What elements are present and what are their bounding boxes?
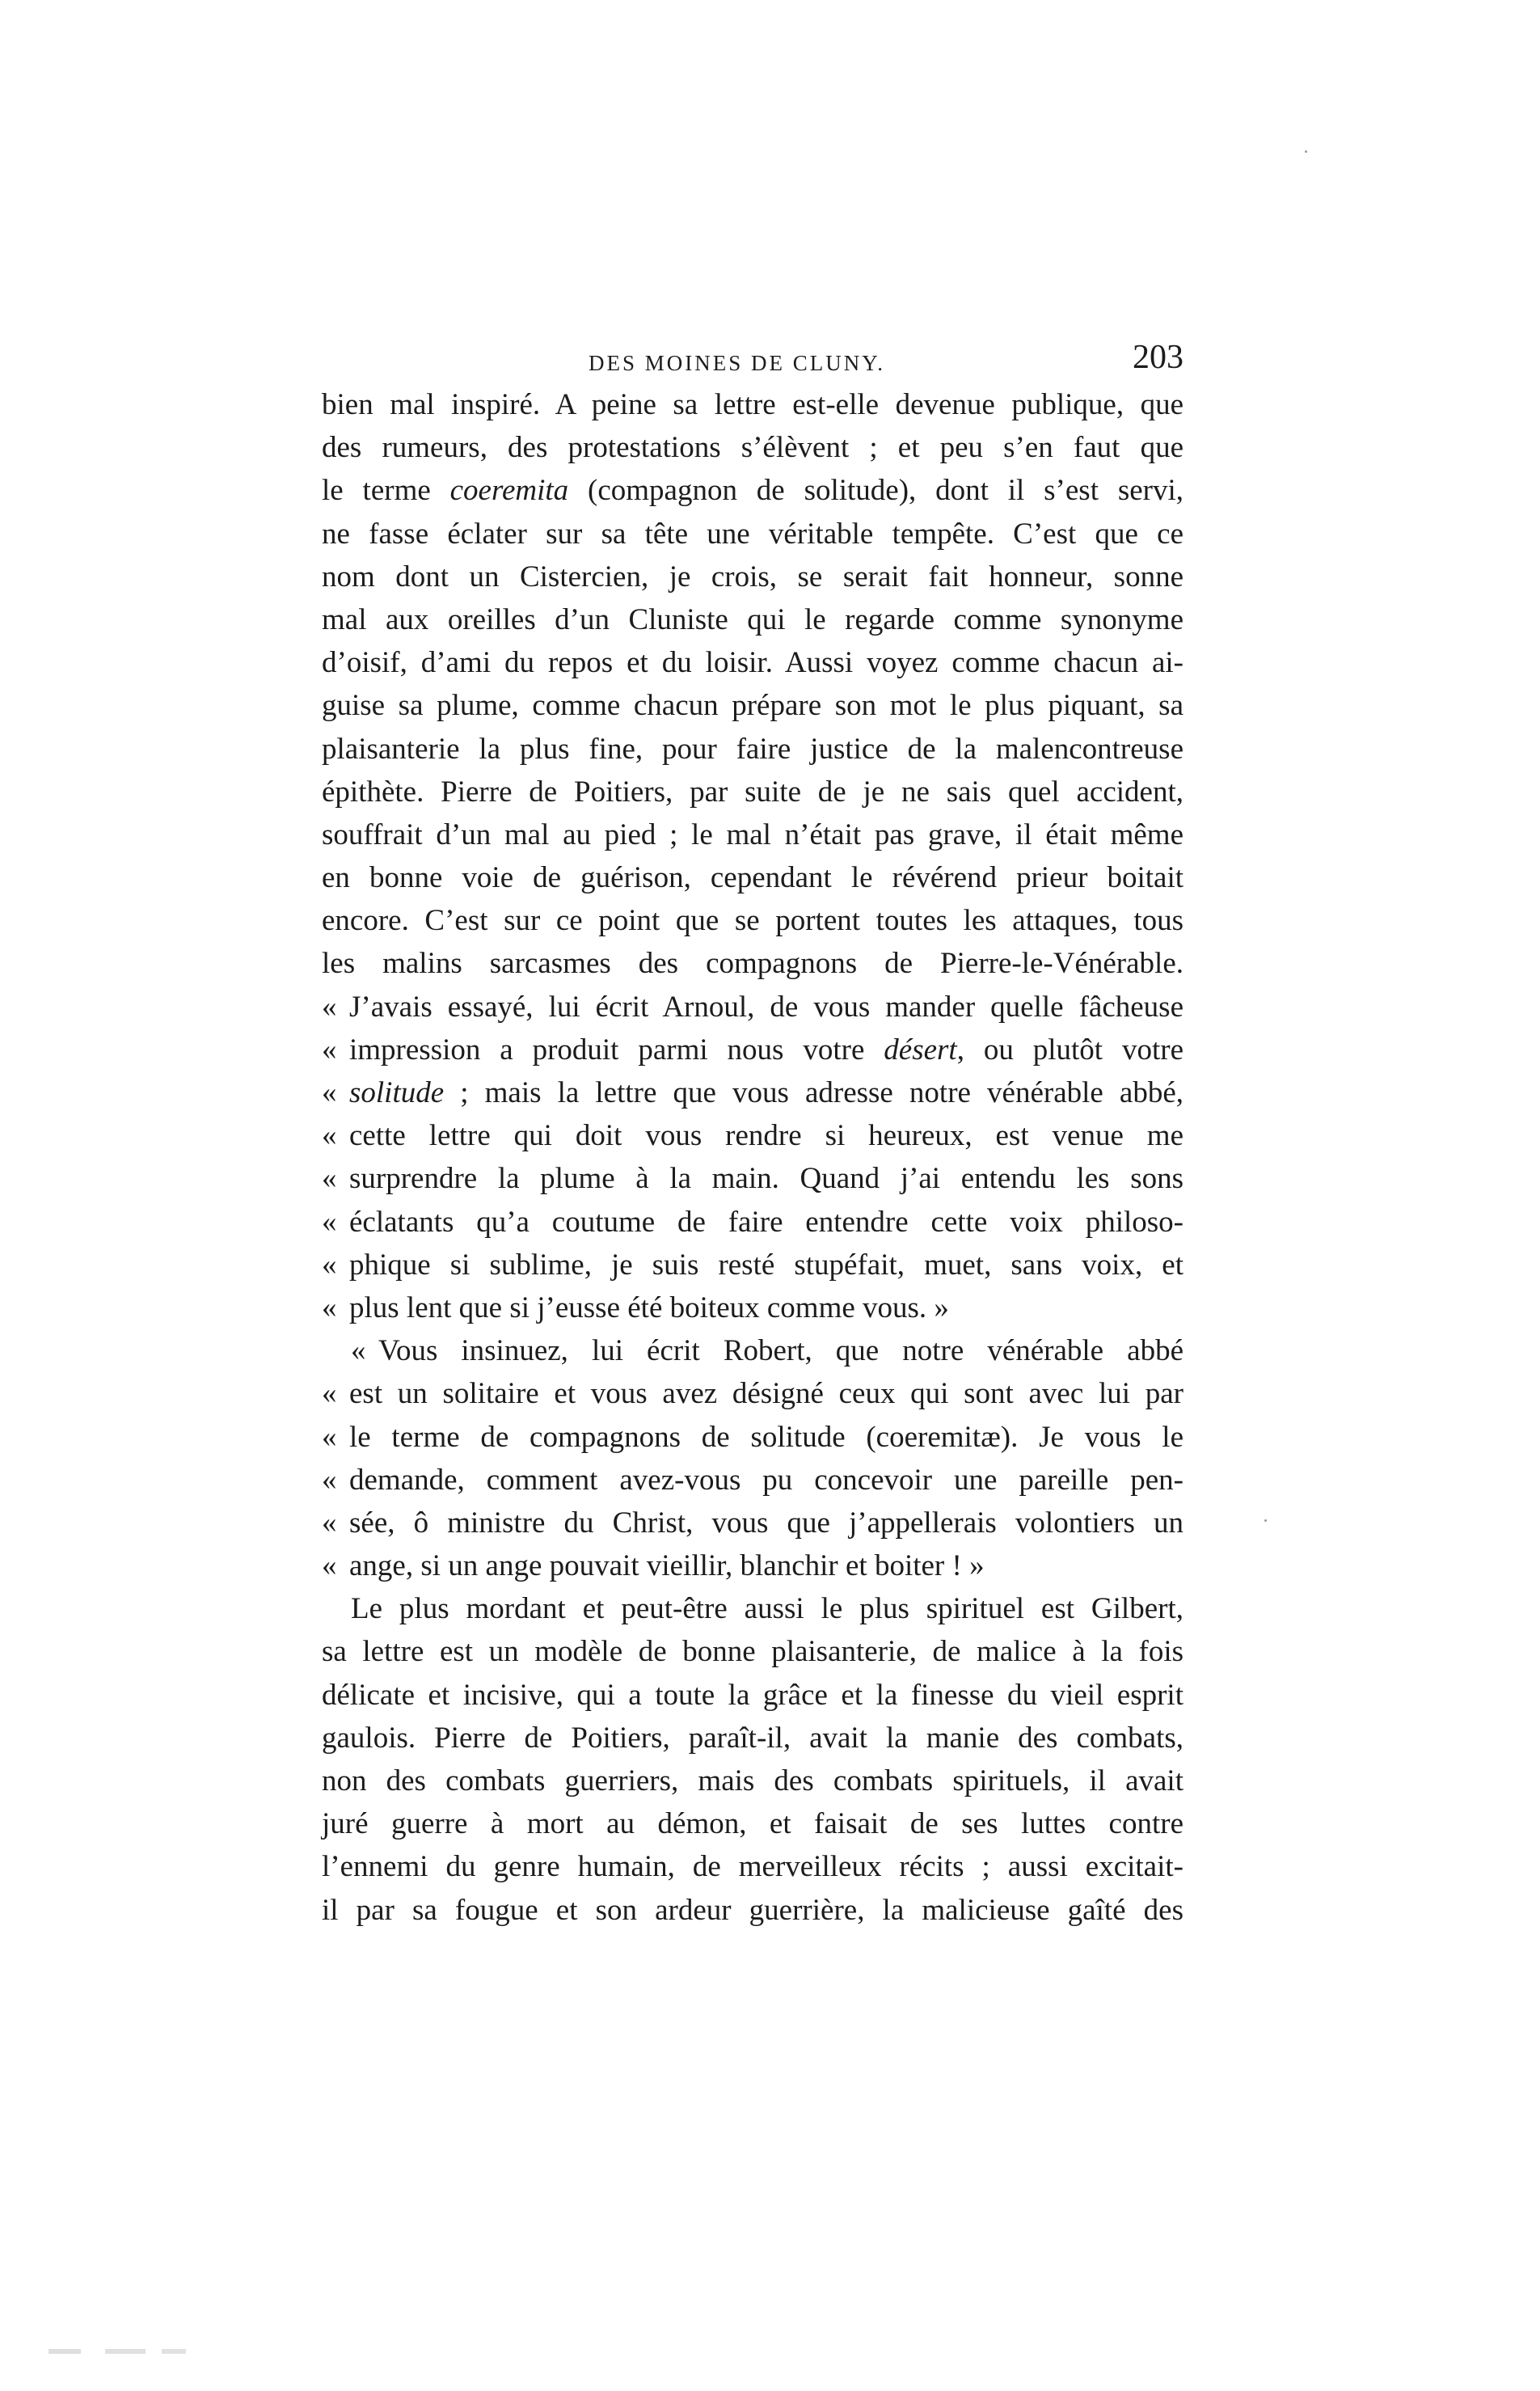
text-line	[322, 1587, 1183, 1630]
text-line	[322, 469, 1183, 512]
scan-speck	[1305, 150, 1307, 153]
line-text: surprendre la plume à la main. Quand j’ai entendu les sons	[349, 1162, 1183, 1196]
line-text: non des combats guerriers, mais des combats spirituels, il avait	[322, 1764, 1183, 1797]
page-number: 203	[1133, 339, 1183, 376]
line-text: il par sa fougue et son ardeur guerrière, la malicieuse gaîté des	[322, 1893, 1183, 1927]
line-text: l’ennemi du genre humain, de merveilleux récits ; aussi excitait-	[322, 1850, 1183, 1884]
text-line	[322, 513, 1183, 556]
text-line	[322, 771, 1183, 813]
line-text: épithète. Pierre de Poitiers, par suite de je ne sais quel accident,	[322, 775, 1183, 809]
quote-mark: «	[351, 1334, 366, 1368]
line-text: (compagnon de solitude), dont il s’est servi,	[568, 474, 1183, 508]
text-line	[322, 426, 1183, 469]
line-text: sée, ô ministre du Christ, vous que j’appellerais volontiers un	[349, 1506, 1183, 1540]
body-text	[322, 383, 1183, 1932]
line-text: juré guerre à mort au démon, et faisait de ses luttes contre	[322, 1807, 1183, 1841]
line-text: éclatants qu’a coutume de faire entendre cette voix philoso-	[349, 1205, 1183, 1239]
text-line	[322, 1544, 1183, 1587]
quote-mark: «	[322, 1463, 337, 1497]
text-line	[322, 813, 1183, 856]
text-line	[322, 1286, 1183, 1329]
text-line	[322, 856, 1183, 899]
quote-mark: «	[322, 990, 337, 1024]
line-text: bien mal inspiré. A peine sa lettre est-elle devenue publique, que	[322, 388, 1183, 421]
text-line	[322, 641, 1183, 684]
line-text: d’oisif, d’ami du repos et du loisir. Aussi voyez comme chacun ai-	[322, 646, 1183, 680]
line-text: est un solitaire et vous avez désigné ceux qui sont avec lui par	[349, 1377, 1183, 1411]
line-text: mal aux oreilles d’un Cluniste qui le regarde comme synonyme	[322, 602, 1183, 636]
line-text: guise sa plume, comme chacun prépare son mot le plus piquant, sa	[322, 689, 1183, 723]
page-header	[322, 335, 1183, 383]
text-line	[322, 1114, 1183, 1157]
text-line	[322, 684, 1183, 727]
text-line	[322, 1674, 1183, 1717]
quote-mark: «	[322, 1377, 337, 1411]
quote-mark: «	[322, 1119, 337, 1153]
line-text: phique si sublime, je suis resté stupéfait, muet, sans voix, et	[349, 1248, 1183, 1282]
line-text: demande, comment avez-vous pu concevoir une pareille pen-	[349, 1463, 1183, 1497]
text-line	[322, 1845, 1183, 1888]
quote-mark: «	[322, 1162, 337, 1196]
text-line	[322, 986, 1183, 1029]
line-text: nom dont un Cistercien, je crois, se serait fait honneur, sonne	[322, 560, 1183, 594]
scan-speck	[1264, 1519, 1267, 1522]
text-line	[322, 1201, 1183, 1244]
text-line	[322, 598, 1183, 641]
text-line	[322, 1372, 1183, 1415]
line-text: cette lettre qui doit vous rendre si heureux, est venue me	[349, 1119, 1183, 1153]
quote-mark: «	[322, 1420, 337, 1454]
quote-mark: «	[322, 1205, 337, 1239]
text-line	[322, 728, 1183, 771]
text-line	[322, 1802, 1183, 1845]
line-text: impression a produit parmi nous votre	[349, 1033, 884, 1067]
running-title: DES MOINES DE CLUNY.	[589, 351, 886, 375]
text-line	[322, 1157, 1183, 1200]
text-line	[322, 1889, 1183, 1932]
line-text: plus lent que si j’eusse été boiteux comme vous. »	[349, 1291, 949, 1324]
line-text: délicate et incisive, qui a toute la grâce et la finesse du vieil esprit	[322, 1678, 1183, 1712]
quote-mark: «	[322, 1248, 337, 1282]
quote-mark: «	[322, 1076, 337, 1109]
line-text: souffrait d’un mal au pied ; le mal n’était pas grave, il était même	[322, 817, 1183, 851]
text-line	[322, 1029, 1183, 1071]
italic-term: solitude	[349, 1076, 445, 1109]
quote-mark: «	[322, 1291, 337, 1324]
quote-mark: «	[322, 1549, 337, 1583]
text-line	[322, 1416, 1183, 1459]
line-text: , ou plutôt votre	[956, 1033, 1183, 1067]
line-text: ; mais la lettre que vous adresse notre vénérable abbé,	[444, 1076, 1183, 1109]
line-text: ne fasse éclater sur sa tête une véritable tempête. C’est que ce	[322, 517, 1183, 551]
line-text: le terme	[322, 474, 450, 508]
scan-smudge	[49, 2349, 210, 2354]
line-text: encore. C’est sur ce point que se portent toutes les attaques, tous	[322, 904, 1183, 938]
quote-mark: «	[322, 1506, 337, 1540]
text-line	[322, 556, 1183, 598]
quote-mark: «	[322, 1033, 337, 1067]
text-line	[322, 1502, 1183, 1544]
text-line	[322, 1759, 1183, 1802]
text-line	[322, 1329, 1183, 1372]
line-text: gaulois. Pierre de Poitiers, paraît-il, avait la manie des combats,	[322, 1721, 1183, 1755]
line-text: J’avais essayé, lui écrit Arnoul, de vous mander quelle fâcheuse	[349, 990, 1183, 1024]
text-line	[322, 383, 1183, 426]
line-text: sa lettre est un modèle de bonne plaisanterie, de malice à la fois	[322, 1635, 1183, 1669]
italic-term: désert	[884, 1033, 957, 1067]
line-text: des rumeurs, des protestations s’élèvent ; et peu s’en faut que	[322, 431, 1183, 465]
line-text: les malins sarcasmes des compagnons de Pierre-le-Vénérable.	[322, 947, 1183, 981]
text-line	[322, 1630, 1183, 1673]
line-text: en bonne voie de guérison, cependant le révérend prieur boitait	[322, 861, 1183, 895]
line-text: Le plus mordant et peut-être aussi le plus spirituel est Gilbert,	[351, 1592, 1183, 1626]
text-line	[322, 1459, 1183, 1502]
text-line	[322, 1071, 1183, 1114]
italic-term: coeremita	[449, 474, 569, 508]
line-text: Vous insinuez, lui écrit Robert, que notre vénérable abbé	[378, 1334, 1183, 1368]
text-line	[322, 899, 1183, 942]
text-line	[322, 942, 1183, 985]
line-text: le terme de compagnons de solitude (coeremitæ). Je vous le	[349, 1420, 1183, 1454]
line-text: ange, si un ange pouvait vieillir, blanchir et boiter ! »	[349, 1549, 985, 1583]
text-line	[322, 1244, 1183, 1286]
line-text: plaisanterie la plus fine, pour faire justice de la malencontreuse	[322, 732, 1183, 766]
text-line	[322, 1717, 1183, 1759]
